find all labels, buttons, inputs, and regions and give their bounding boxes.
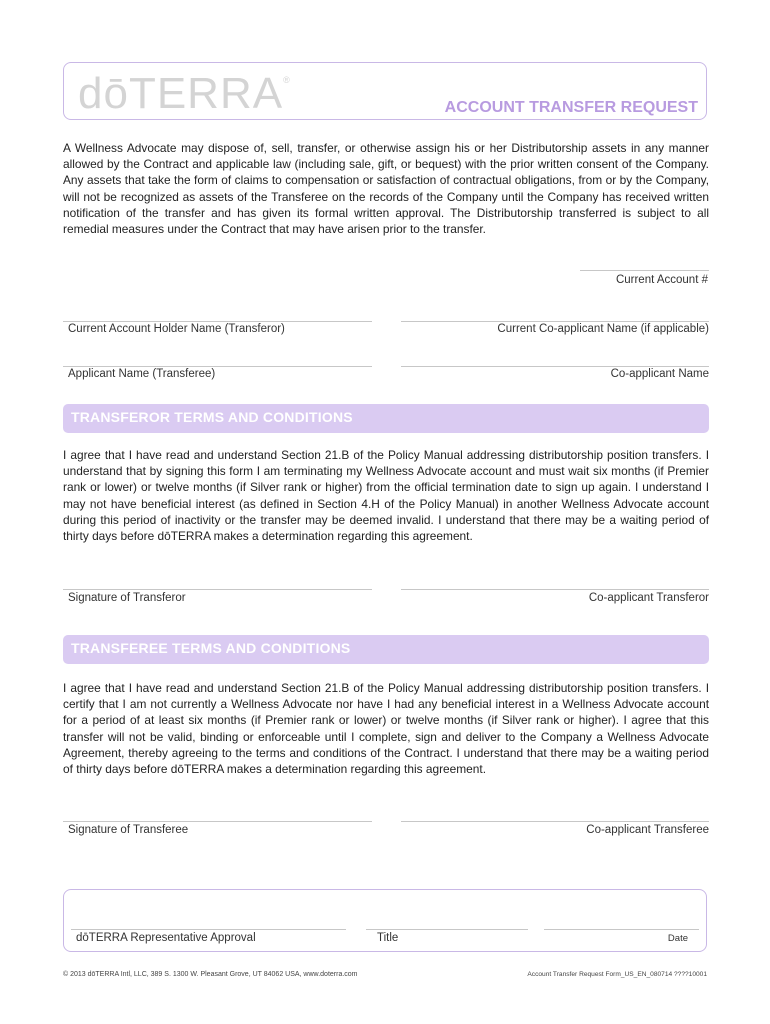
- rep-approval-label: dōTERRA Representative Approval: [76, 932, 256, 944]
- title-line[interactable]: [366, 929, 528, 930]
- transferor-section-header: [63, 404, 709, 433]
- doterra-logo: dōTERRA®: [78, 69, 291, 118]
- current-account-line[interactable]: [580, 270, 709, 271]
- coapplicant-name-line[interactable]: [401, 366, 709, 367]
- date-label: Date: [667, 933, 688, 944]
- title-label: Title: [377, 932, 399, 944]
- current-account-label: Current Account #: [615, 274, 708, 286]
- coapplicant-transferee-label: Co-applicant Transferee: [586, 824, 709, 836]
- footer-form-id: Account Transfer Request Form_US_EN_080714 ????10001: [527, 971, 707, 978]
- rep-approval-line[interactable]: [71, 929, 346, 930]
- footer-copyright: © 2013 dōTERRA Intl, LLC, 389 S. 1300 W. Pleasant Grove, UT 84062 USA, www.doterra.com: [63, 971, 358, 978]
- form-title: ACCOUNT TRANSFER REQUEST: [444, 99, 698, 116]
- transferor-signature-line[interactable]: [63, 589, 372, 590]
- transferor-heading: TRANSFEROR TERMS AND CONDITIONS: [71, 409, 353, 425]
- applicant-name-line[interactable]: [63, 366, 372, 367]
- date-line[interactable]: [544, 929, 699, 930]
- transferee-heading: TRANSFEREE TERMS AND CONDITIONS: [71, 640, 351, 656]
- intro-paragraph: A Wellness Advocate may dispose of, sell, transfer, or otherwise assign his or her Distributorship assets in any manner allowed by the Contract and applicable law (including sale, gift, or bequest) with the prior written consent of the Company. Any assets that take the form of claims to compensation or satisfaction of contractual obligations, from or by the Company, will not be recognized as assets of the Transferee on the records of the Company until the Company has received written notification of the transfer and has given its formal written approval. The Distributorship transferred is subject to all remedial measures under the Contract that may have arisen prior to the transfer.: [63, 141, 709, 237]
- transferee-signature-label: Signature of Transferee: [68, 824, 189, 836]
- coapplicant-transferee-line[interactable]: [401, 821, 709, 822]
- coapplicant-transferor-label: Co-applicant Transferor: [588, 592, 709, 604]
- coapplicant-transferor-line[interactable]: [401, 589, 709, 590]
- transferee-terms: I agree that I have read and understand Section 21.B of the Policy Manual addressing distributorship position transfers. I certify that I am not currently a Wellness Advocate nor have I had any beneficial interest in a Wellness Advocate account for a period of at least six months (if Premier rank or lower) or twelve months (if Silver rank or higher). I agree that this transfer will not be valid, binding or enforceable until I complete, sign and deliver to the Company a Wellness Advocate Agreement, thereby agreeing to the terms and conditions of the Contract. I understand that there may be a waiting period of thirty days before dōTERRA makes a determination regarding this agreement.: [63, 681, 709, 777]
- transferor-terms: I agree that I have read and understand Section 21.B of the Policy Manual addressing distributorship position transfers. I understand that by signing this form I am terminating my Wellness Advocate account and must wait six months (if Premier rank or lower) or twelve months (if Silver rank or higher) from the official termination date to sign up again. I understand I may not have beneficial interest (as defined in Section 4.H of the Policy Manual) in another Wellness Advocate account during this period of inactivity or the transfer may be deemed invalid. I understand that there may be a waiting period of thirty days before dōTERRA makes a determination regarding this agreement.: [63, 448, 709, 544]
- transferor-signature-label: Signature of Transferor: [68, 592, 186, 604]
- applicant-name-label: Applicant Name (Transferee): [68, 368, 216, 380]
- current-holder-label: Current Account Holder Name (Transferor): [68, 323, 285, 335]
- transferee-signature-line[interactable]: [63, 821, 372, 822]
- transferee-section-header: [63, 635, 709, 664]
- coapplicant-name-label: Co-applicant Name: [610, 368, 709, 380]
- current-coapplicant-line[interactable]: [401, 321, 709, 322]
- current-holder-line[interactable]: [63, 321, 372, 322]
- current-coapplicant-label: Current Co-applicant Name (if applicable): [497, 323, 709, 335]
